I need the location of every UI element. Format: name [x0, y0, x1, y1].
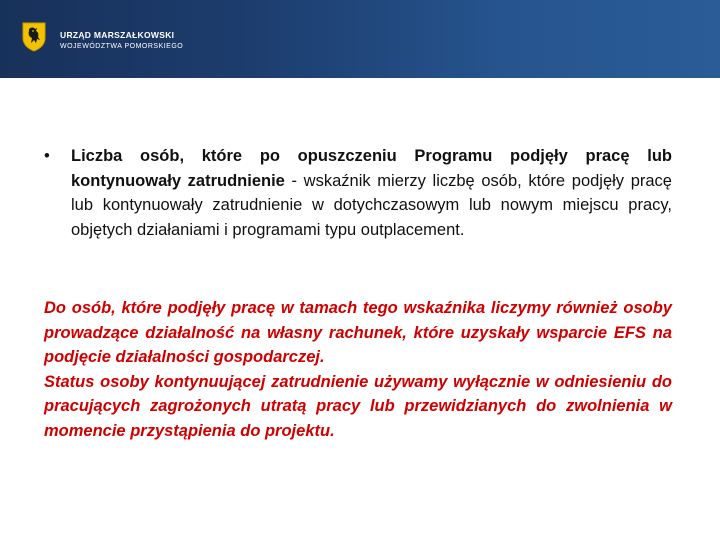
indicator-definition-text [71, 144, 672, 242]
indicator-description: - wskaźnik mierzy liczbę osób, które podjęły pracę lub kontynuowały zatrudnienie w dotychczasowym lub nowym miejscu pracy, objętych działaniami i programami typu outplacement. [71, 171, 672, 239]
indicator-name: Liczba osób, które po opuszczeniu Programu podjęły pracę lub kontynuowały zatrudnienie [71, 147, 672, 190]
indicator-definition [44, 144, 672, 242]
note-paragraph-continued-employment: Status osoby kontynuującej zatrudnienie używamy wyłącznie w odniesieniu do pracujących zagrożonych utratą pracy lub przewidzianych do zwolnienia w momencie przystąpienia do projektu. [44, 372, 672, 440]
header-bar [0, 0, 720, 78]
organization-name [60, 30, 183, 52]
organization-name-line1: URZĄD MARSZAŁKOWSKI [60, 30, 175, 40]
indicator-notes [44, 296, 672, 443]
pomorskie-griffin-shield-icon [22, 22, 46, 52]
organization-name-line2: WOJEWÓDZTWA POMORSKIEGO [60, 43, 184, 50]
note-paragraph-self-employment: Do osób, które podjęły pracę w tamach tego wskaźnika liczymy również osoby prowadzące działalność na własny rachunek, które uzyskały wsparcie EFS na podjęcie działalności gospodarczej. [44, 299, 672, 366]
bullet-marker: • [44, 147, 50, 165]
